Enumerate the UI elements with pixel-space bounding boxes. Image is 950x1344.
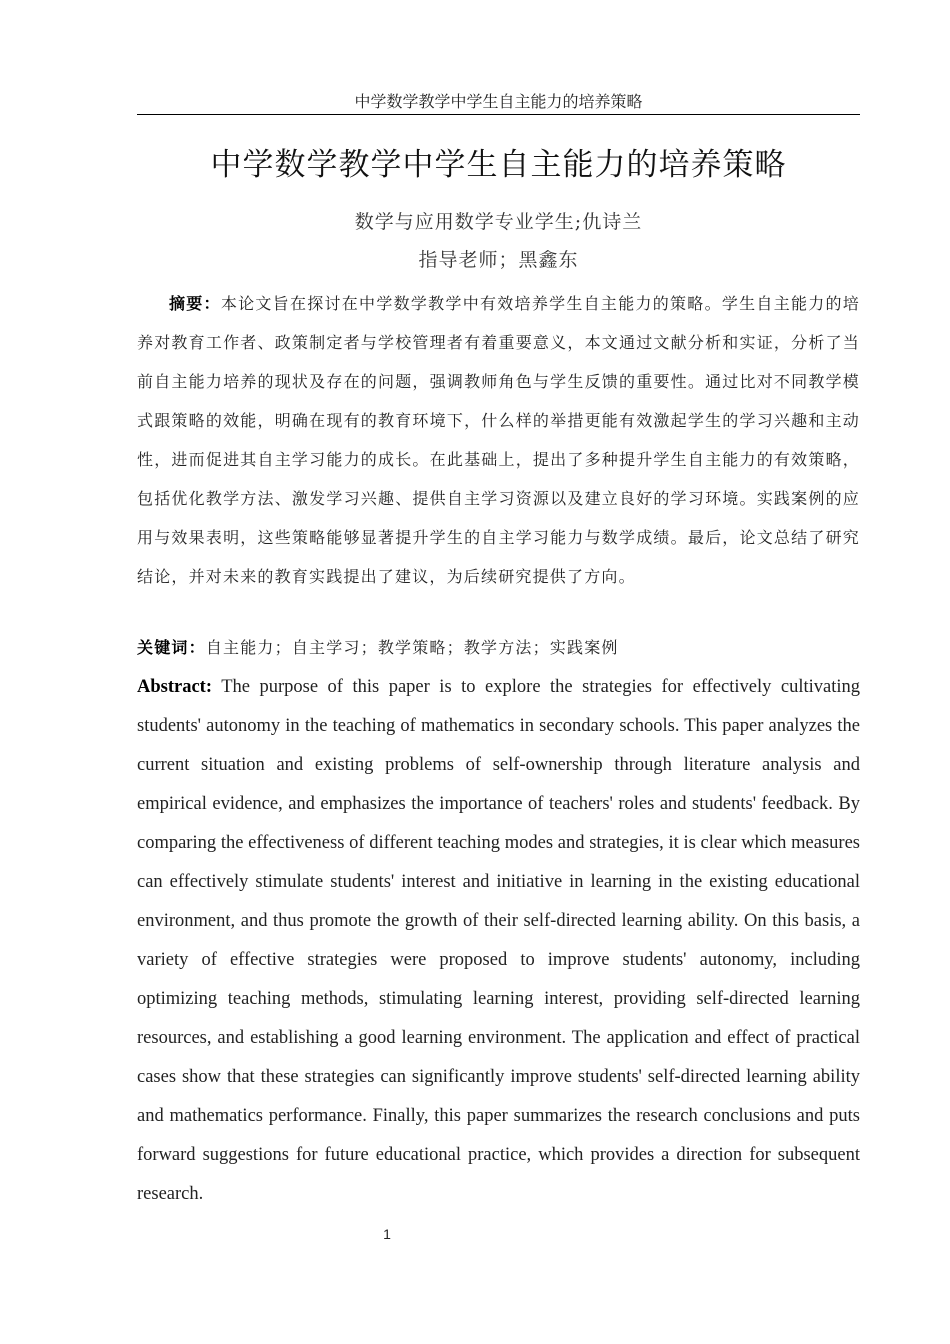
abstract-chinese-text: 本论文旨在探讨在中学数学教学中有效培养学生自主能力的策略。学生自主能力的培养对教育工作者、政策制定者与学校管理者有着重要意义，本文通过文献分析和实证，分析了当前自主能力培养的现状及存在的问题，强调教师角色与学生反馈的重要性。通过比对不同教学模式跟策略的效能，明确在现有的教育环境下，什么样的举措更能有效激起学生的学习兴趣和主动性，进而促进其自主学习能力的成长。在此基础上，提出了多种提升学生自主能力的有效策略，包括优化教学方法、激发学习兴趣、提供自主学习资源以及建立良好的学习环境。实践案例的应用与效果表明，这些策略能够显著提升学生的自主学习能力与数学成绩。最后，论文总结了研究结论，并对未来的教育实践提出了建议，为后续研究提供了方向。: [137, 294, 860, 586]
keywords: [137, 634, 860, 662]
author-student: 数学与应用数学专业学生;仇诗兰: [354, 211, 643, 233]
header-rule: [137, 114, 860, 115]
abstract-english: [137, 668, 860, 1214]
abstract-english-text: The purpose of this paper is to explore the strategies for effectively cultivating students' autonomy in the teaching of mathematics in secondary schools. This paper analyzes the current situation and existing problems of self-ownership through literature analysis and empirical evidence, and emphasizes the importance of teachers' roles and students' feedback. By comparing the effectiveness of different teaching modes and strategies, it is clear which measures can effectively stimulate students' interest and initiative in learning in the existing educational environment, and thus promote the growth of their self-directed learning ability. On this basis, a variety of effective strategies were proposed to improve students' autonomy, including optimizing teaching methods, stimulating learning interest, providing self-directed learning resources, and establishing a good learning environment. The application and effect of practical cases show that these strategies can significantly improve students' self-directed learning ability and mathematics performance. Finally, this paper summarizes the research conclusions and puts forward suggestions for future educational practice, which provides a direction for subsequent research.: [137, 677, 860, 1204]
running-header: 中学数学教学中学生自主能力的培养策略: [354, 92, 643, 111]
author-advisor: 指导老师；黑鑫东: [418, 249, 579, 271]
abstract-chinese-label: 摘要：: [169, 294, 221, 313]
abstract-chinese: [137, 284, 860, 596]
keywords-label: 关键词：: [137, 638, 206, 657]
keywords-text: 自主能力；自主学习；教学策略；教学方法；实践案例: [205, 638, 619, 657]
page-number: 1: [383, 1226, 391, 1242]
paper-title: 中学数学教学中学生自主能力的培养策略: [210, 147, 787, 183]
abstract-english-label: Abstract:: [137, 677, 213, 697]
